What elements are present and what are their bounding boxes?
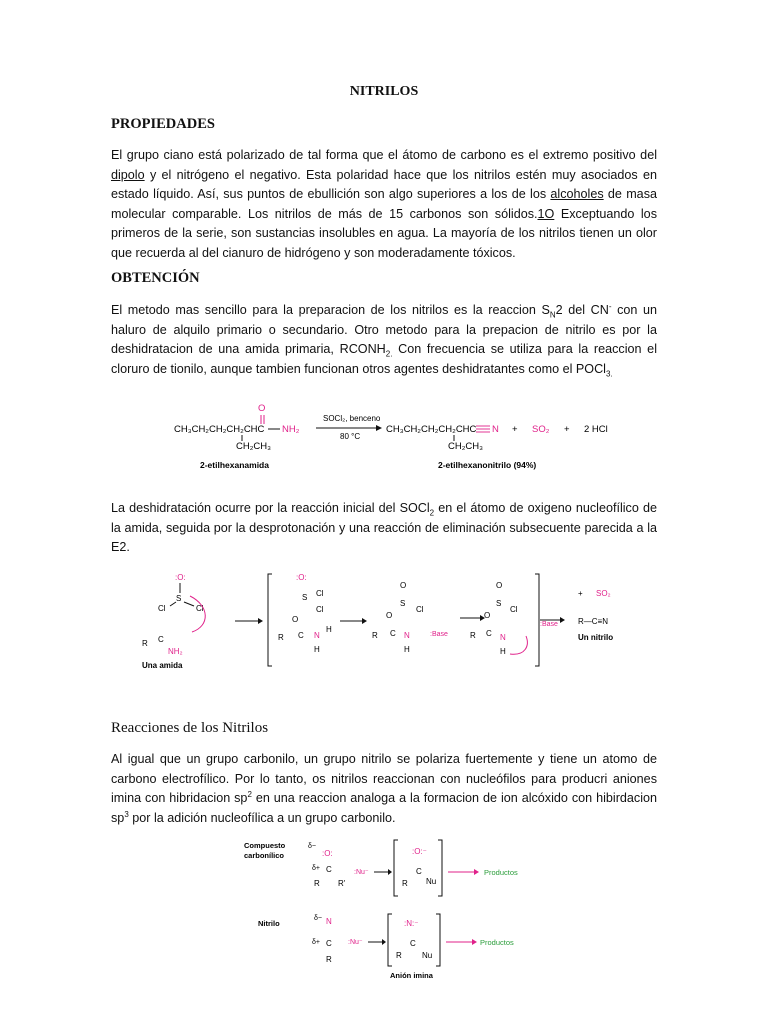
sulfur: S [302,593,308,602]
label-carbonyl: carbonílico [244,851,285,860]
chlorine: Cl [416,605,424,614]
chlorine: Cl [316,589,324,598]
hydrogen: H [326,625,332,634]
subscript: N [549,310,556,320]
alkoxide-oxygen: :O:⁻ [412,847,427,856]
text: 2 del CN [555,303,609,317]
r-group: R [402,879,408,888]
carbon: C [298,631,304,640]
nu-product: Nu [422,951,433,960]
oxygen: :O: [322,849,333,858]
paragraph-obtencion [111,301,657,379]
text: Al igual que un grupo carbonilo, un grupo nitrilo se polariza fuertemente y tiene un atomo de carbono electrofílico. Por lo tanto, os nitrilos reaccionan con nucleófilos para producri aniones imina con hibridacion sp [111,752,657,806]
reaction-scheme-amide-to-nitrile [160,396,640,476]
label-carbonyl: Compuesto [244,841,286,850]
bracket-left [394,840,398,896]
reaction-arrow-head [376,425,382,431]
delta-minus: δ− [308,843,316,850]
amide-nh2: NH₂ [168,647,183,656]
link-reference[interactable]: 1O [537,206,555,221]
text: Exceptuando los primeros de la serie, son sustancias insolubles en agua. La mayoría de los nitrilos tienen un olor que recuerda al del cianuro de hidrógeno y son moderadamente tóxicos. [111,206,657,260]
r-prime-group: R' [338,879,346,888]
nucleophile: :Nu⁻ [354,869,369,876]
oxygen: O [496,581,503,590]
label-reactant: 2-etilhexanamida [200,460,269,470]
nitrogen: N [326,917,332,926]
paragraph-mecanismo [111,499,657,558]
plus-sign: + [578,589,583,598]
carbon: C [326,865,332,874]
subscript: 2 [429,508,435,518]
carbonyl-oxygen: O [258,403,266,414]
text: en el átomo de oxigeno nucleofílico de la amida, seguida por la desprotonación y una reacción de eliminación subsecuente parecida a la E2. [111,501,657,555]
plus-sign: + [512,424,518,435]
r-group: R [278,633,284,642]
text: y el nitrógeno el negativo. Esta polaridad hace que los nitrilos estén muy asociados en estado líquido. Así, sus puntos de ebullición son algo superiores a los de los [111,167,657,202]
carbon: C [326,939,332,948]
reagent-top: SOCl₂, benceno [323,414,381,423]
hydrogen: H [500,647,506,656]
bracket-right [436,914,440,966]
superscript: - [608,301,612,311]
text: La deshidratación ocurre por la reacción inicial del SOCl [111,501,430,515]
oxygen: O [292,615,299,624]
hydrogen: H [404,645,410,654]
reagent-bottom: 80 °C [340,432,361,441]
sulfur: S [176,594,182,603]
delta-minus: δ− [314,915,322,922]
arrow-head [362,618,367,624]
hcl-product: 2 HCl [584,424,608,435]
nitrogen: N [500,633,506,642]
reactant-ethyl-branch: CH₂CH₃ [236,441,271,452]
subscript: 3. [605,369,613,379]
label-imine-anion: Anión imina [390,971,433,980]
delta-plus: δ+ [312,865,320,872]
label-amide: Una amida [142,661,183,670]
base-label: :Base [430,631,448,638]
r-group: R [314,879,320,888]
mechanism-diagram [140,566,640,676]
subscript: 2. [385,349,393,359]
curved-arrow [510,636,527,654]
text: por la adición nucleofílica a un grupo carbonilo. [128,810,396,825]
heading-reacciones: Reacciones de los Nitrilos [111,720,269,736]
r-group: R [326,955,332,964]
carbon: C [390,629,396,638]
oxygen: O [386,611,393,620]
amide-nh2: NH₂ [282,424,300,435]
paragraph-propiedades [111,146,657,264]
oxygen: :O: [296,573,307,582]
plus-sign: + [564,424,570,435]
imine-nitrogen: :N:⁻ [404,919,419,928]
bond [170,602,176,606]
text: El metodo mas sencillo para la preparacion de los nitrilos es la reaccion S [111,303,550,317]
curved-arrow [190,596,205,632]
nitrile-nitrogen: N [492,424,499,435]
carbon: C [158,635,164,644]
bracket-right [438,840,442,896]
carbon: C [416,867,422,876]
arrow-head [560,617,565,623]
chlorine: Cl [316,605,324,614]
sulfur: S [496,599,502,608]
arrow-head [474,869,479,875]
nitrogen: N [404,631,410,640]
link-dipolo[interactable]: dipolo [111,167,145,182]
product-ethyl-branch: CH₂CH₃ [448,441,483,452]
arrow-head [258,618,263,624]
product-formula: CH₃CH₂CH₂CH₂CHC [386,424,477,435]
carbon: C [410,939,416,948]
nu-product: Nu [426,877,437,886]
r-group: R [396,951,402,960]
label-nitrile: Un nitrilo [578,633,614,642]
bracket-left [268,574,272,666]
so2-product: SO₂ [532,424,550,435]
sulfur: S [400,599,406,608]
chlorine: Cl [510,605,518,614]
nucleophile: :Nu⁻ [348,939,363,946]
r-group: R [372,631,378,640]
arrow-head [472,939,477,945]
bracket-right [535,574,539,666]
arrow-head [382,939,386,945]
oxygen: O [484,611,491,620]
products-label: Productos [484,868,518,877]
reactant-formula: CH₃CH₂CH₂CH₂CHC [174,424,265,435]
bracket-left [388,914,392,966]
label-nitrile: Nitrilo [258,919,280,928]
page-title: NITRILOS [349,84,419,99]
bond [184,602,194,606]
text: en una reaccion analoga a la formacion de ion alcóxido con hibirdacion sp [111,791,658,825]
nitrile-product: R—C≡N [578,617,608,626]
paragraph-reacciones [111,750,657,828]
chlorine: Cl [196,604,204,613]
label-product: 2-etilhexanonitrilo (94%) [438,460,537,470]
carbon: C [486,629,492,638]
thionyl-oxygen: :O: [175,573,186,582]
nitrogen: N [314,631,320,640]
superscript: 3 [124,809,129,819]
r-group: R [142,639,148,648]
heading-obtencion: OBTENCIÓN [111,270,200,286]
r-group: R [470,631,476,640]
nucleophilic-addition-diagram [240,834,560,984]
hydrogen: H [314,645,320,654]
base-label: :Base [540,621,558,628]
delta-plus: δ+ [312,939,320,946]
superscript: 2 [247,790,252,799]
text: con un haluro de alquilo primario o secundario. Otro metodo para la prepacion de nitrilo es por la deshidratacion de una amida primaria, RCONH [111,303,658,357]
oxygen: O [400,581,407,590]
link-alcoholes[interactable]: alcoholes [550,187,604,202]
arrow-head [388,869,392,875]
text: Con frecuencia se utiliza para la reaccion el cloruro de tionilo, aunque tambien funcionan otros agentes deshidratantes como el POCl [111,342,657,376]
chlorine: Cl [158,604,166,613]
heading-propiedades: PROPIEDADES [111,116,215,132]
text: de masa molecular comparable. Los nitrilos de más de 15 carbonos son sólidos. [111,187,657,221]
so2-product: SO₂ [596,589,611,598]
products-label: Productos [480,938,514,947]
text: El grupo ciano está polarizado de tal forma que el átomo de carbono es el extremo positivo del [111,148,657,162]
